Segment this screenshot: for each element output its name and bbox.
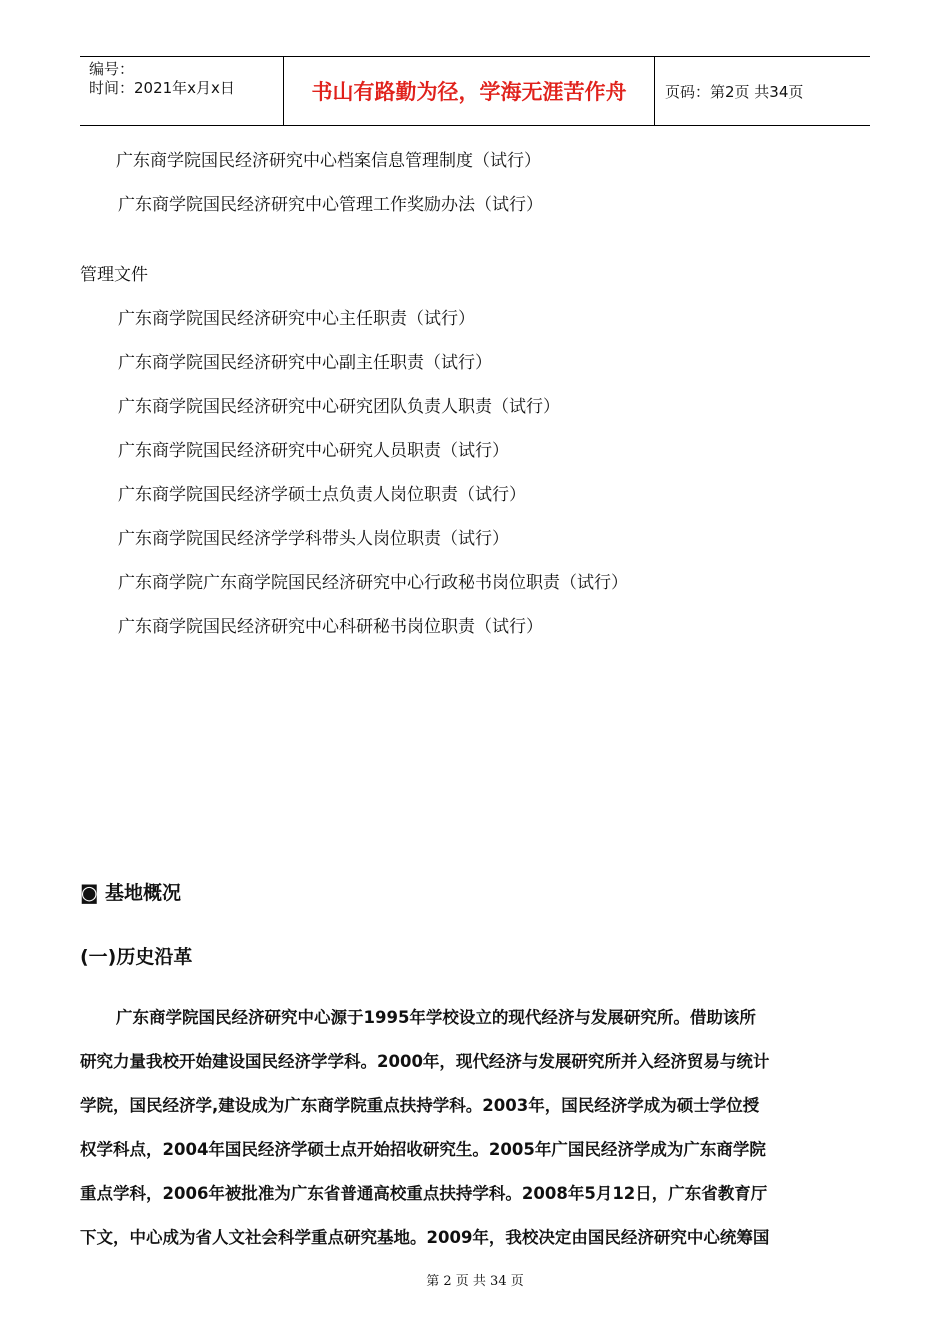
serial-label: 编号： (89, 60, 135, 78)
list-item: 广东商学院国民经济研究中心科研秘书岗位职责（试行） (118, 617, 543, 637)
history-heading: (一)历史沿革 (80, 946, 193, 968)
header-meta (80, 57, 284, 125)
list-item: 广东商学院广东商学院国民经济研究中心行政秘书岗位职责（试行） (118, 573, 628, 593)
paragraph-line: 学院，国民经济学,建设成为广东商学院重点扶持学科。2003年，国民经济学成为硕士学位授 (80, 1096, 760, 1115)
base-overview-heading: ◙ 基地概况 (80, 882, 182, 904)
paragraph-line: 广东商学院国民经济研究中心源于1995年学校设立的现代经济与发展研究所。借助该所 (116, 1008, 756, 1027)
list-item: 广东商学院国民经济研究中心档案信息管理制度（试行） (116, 151, 541, 171)
list-item: 广东商学院国民经济学学科带头人岗位职责（试行） (118, 529, 509, 549)
list-item: 广东商学院国民经济研究中心主任职责（试行） (118, 309, 475, 329)
list-item: 广东商学院国民经济研究中心研究人员职责（试行） (118, 441, 509, 461)
header-page-info: 页码：第2页 共34页 (665, 82, 804, 101)
list-item: 广东商学院国民经济研究中心研究团队负责人职责（试行） (118, 397, 560, 417)
list-item: 广东商学院国民经济研究中心副主任职责（试行） (118, 353, 492, 373)
page-footer: 第 2 页 共 34 页 (426, 1274, 524, 1289)
section-title-mgmt: 管理文件 (80, 265, 148, 285)
history-paragraph (80, 996, 870, 1260)
list-item: 广东商学院国民经济学硕士点负责人岗位职责（试行） (118, 485, 526, 505)
paragraph-line: 下文，中心成为省人文社会科学重点研究基地。2009年，我校决定由国民经济研究中心统筹国 (80, 1228, 770, 1247)
page-header (80, 56, 870, 126)
paragraph-line: 权学科点，2004年国民经济学硕士点开始招收研究生。2005年广国民经济学成为广东商学院 (80, 1140, 766, 1159)
paragraph-line: 重点学科，2006年被批准为广东省普通高校重点扶持学科。2008年5月12日，广东省教育厅 (80, 1184, 768, 1203)
time-label: 时间：2021年x月x日 (89, 79, 235, 97)
paragraph-line: 研究力量我校开始建设国民经济学学科。2000年，现代经济与发展研究所并入经济贸易与统计 (80, 1052, 770, 1071)
header-motto: 书山有路勤为径，学海无涯苦作舟 (284, 57, 655, 125)
list-item: 广东商学院国民经济研究中心管理工作奖励办法（试行） (118, 195, 543, 215)
